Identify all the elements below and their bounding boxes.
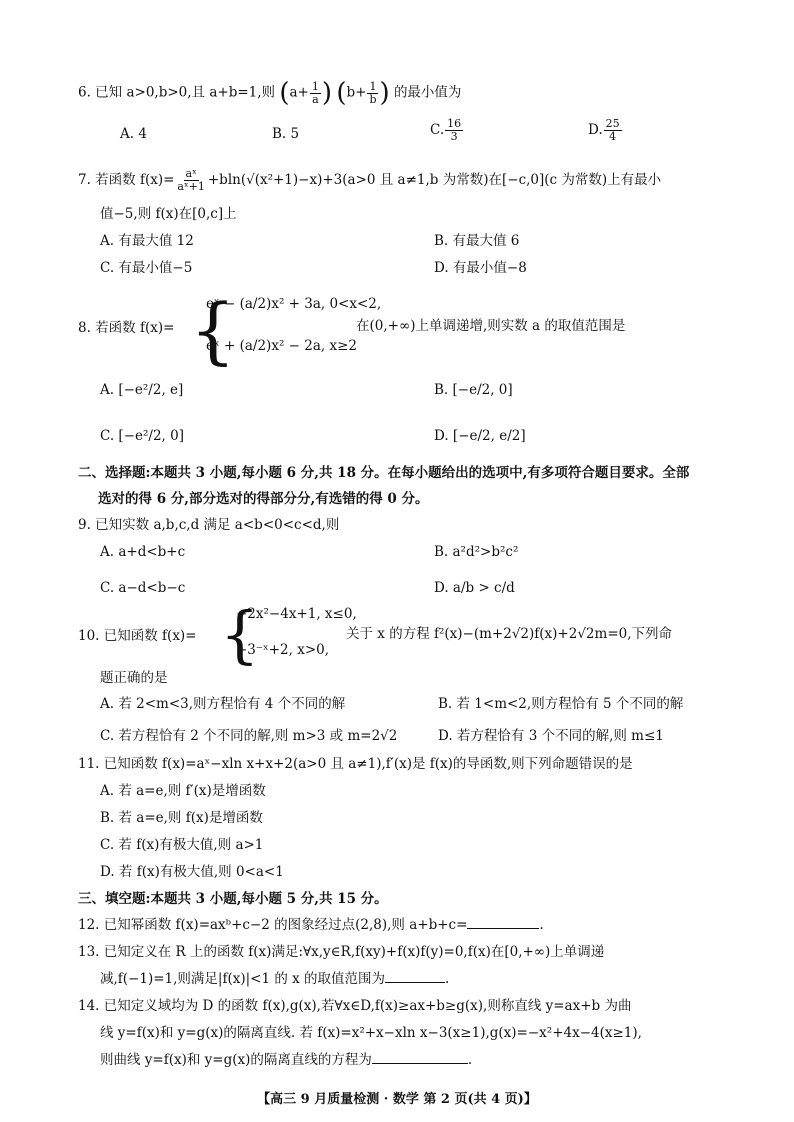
q11-option-d[interactable]: D. 若 f(x)有极大值,则 0<a<1 [100, 864, 284, 880]
page-footer: 【高三 9 月质量检测 · 数学 第 2 页(共 4 页)】 [257, 1092, 537, 1107]
q7-option-d[interactable]: D. 有最小值−8 [434, 260, 527, 276]
q10-tail: 关于 x 的方程 f²(x)−(m+2√2)f(x)+2√2m=0,下列命 [346, 626, 673, 642]
q14-line1: 14. 已知定义域均为 D 的函数 f(x),g(x),若∀x∈D,f(x)≥ax+b≥g(x),则称直线 y=ax+b 为曲 [78, 998, 632, 1014]
q8-tail: 在(0,+∞)上单调递增,则实数 a 的取值范围是 [356, 318, 626, 334]
q14-answer-blank[interactable] [372, 1051, 468, 1064]
q8-case2: eˣ + (a/2)x² − 2a, x≥2 [206, 338, 357, 354]
q6-stem-tail: 的最小值为 [393, 84, 462, 101]
q9-option-d[interactable]: D. a/b > c/d [434, 580, 515, 596]
q8-case1: eˣ − (a/2)x² + 3a, 0<x<2, [206, 296, 382, 312]
q10-option-d[interactable]: D. 若方程恰有 3 个不同的解,则 m≤1 [438, 728, 664, 744]
q10-line2: 题正确的是 [100, 670, 168, 686]
q6-stem: 6. 已知 a>0,b>0,且 a+b=1,则 (a+ $\frac{1}{a}$ ) (b+ $\frac{1}{b}$ ) 的最小值为 [78, 78, 462, 108]
q13-line2: 减,f(−1)=1,则满足|f(x)|<1 的 x 的取值范围为 . [100, 971, 450, 987]
q10-lead: 10. 已知函数 f(x)= [78, 628, 197, 644]
q10-brace: { [220, 598, 260, 671]
section-3-heading: 三、填空题:本题共 3 小题,每小题 5 分,共 15 分。 [78, 891, 388, 907]
q7-option-c[interactable]: C. 有最小值−5 [100, 260, 193, 276]
q11-stem: 11. 已知函数 f(x)=aˣ−xln x+x+2(a>0 且 a≠1),f′(x)是 f(x)的导函数,则下列命题错误的是 [78, 756, 633, 772]
q7-frac: $\frac{\text{aˣ}}{\text{aˣ+1}}$ [177, 167, 205, 193]
q13-answer-blank[interactable] [385, 970, 445, 983]
q8-lead: 8. 若函数 f(x)= [78, 320, 175, 336]
q10-case2: −3⁻ˣ+2, x>0, [236, 642, 330, 658]
q8-brace: { [190, 288, 236, 372]
q13-line1: 13. 已知定义在 R 上的函数 f(x)满足:∀x,y∈R,f(xy)+f(x)f(y)=0,f(x)在[0,+∞)上单调递 [78, 944, 605, 960]
q12-answer-blank[interactable] [467, 916, 539, 929]
q9-option-a[interactable]: A. a+d<b+c [100, 544, 186, 560]
q11-option-b[interactable]: B. 若 a=e,则 f(x)是增函数 [100, 810, 263, 826]
q7-option-a[interactable]: A. 有最大值 12 [100, 233, 194, 249]
q11-option-c[interactable]: C. 若 f(x)有极大值,则 a>1 [100, 837, 264, 853]
q7-line2: 值−5,则 f(x)在[0,c]上 [100, 206, 237, 222]
q9-option-b[interactable]: B. a²d²>b²c² [434, 544, 519, 560]
q8-option-a[interactable]: A. [−e²/2, e] [100, 382, 184, 398]
q7-option-b[interactable]: B. 有最大值 6 [434, 233, 520, 249]
q8-option-b[interactable]: B. [−e/2, 0] [434, 382, 513, 398]
q9-stem: 9. 已知实数 a,b,c,d 满足 a<b<0<c<d,则 [78, 517, 340, 533]
section-2-instructions: 选对的得 6 分,部分选对的得部分分,有选错的得 0 分。 [98, 491, 429, 507]
q6-option-a[interactable]: A. 4 [120, 126, 147, 142]
q6-frac-1: $\frac{1}{a}$ [311, 79, 319, 106]
q9-option-c[interactable]: C. a−d<b−c [100, 580, 186, 596]
section-2-heading: 二、选择题:本题共 3 小题,每小题 6 分,共 18 分。在每小题给出的选项中,有多项符合题目要求。全部 [78, 465, 690, 481]
q12-stem: 12. 已知幂函数 f(x)=axᵇ+c−2 的图象经过点(2,8),则 a+b+c= . [78, 917, 544, 933]
q7-line1: 7. 若函数 f(x)= $\frac{\text{aˣ}}{\text{aˣ+1}}$ +bln(√(x²+1)−x)+3(a>0 且 a≠1,b 为常数)在[−c,0](c 为常数)上有最小 [78, 167, 662, 193]
q8-option-d[interactable]: D. [−e/2, e/2] [434, 428, 526, 444]
q6-option-c[interactable]: C. $\frac{16}{3}$ [430, 117, 462, 143]
q8-option-c[interactable]: C. [−e²/2, 0] [100, 428, 184, 444]
q6-option-b[interactable]: B. 5 [272, 126, 300, 142]
q14-line2: 线 y=f(x)和 y=g(x)的隔离直线. 若 f(x)=x²+x−xln x−3(x≥1),g(x)=−x²+4x−4(x≥1), [100, 1025, 642, 1041]
q14-line3: 则曲线 y=f(x)和 y=g(x)的隔离直线的方程为 . [100, 1052, 473, 1068]
q10-option-b[interactable]: B. 若 1<m<2,则方程恰有 5 个不同的解 [438, 696, 684, 712]
q6-frac-2: $\frac{1}{b}$ [369, 79, 377, 106]
q10-option-a[interactable]: A. 若 2<m<3,则方程恰有 4 个不同的解 [100, 696, 346, 712]
q10-option-c[interactable]: C. 若方程恰有 2 个不同的解,则 m>3 或 m=2√2 [100, 728, 398, 744]
q6-option-d[interactable]: D. $\frac{25}{4}$ [588, 117, 620, 143]
q11-option-a[interactable]: A. 若 a=e,则 f′(x)是增函数 [100, 783, 266, 799]
q6-stem-text: 6. 已知 a>0,b>0,且 a+b=1,则 [78, 84, 276, 101]
q10-case1: −2x²−4x+1, x≤0, [236, 606, 357, 622]
